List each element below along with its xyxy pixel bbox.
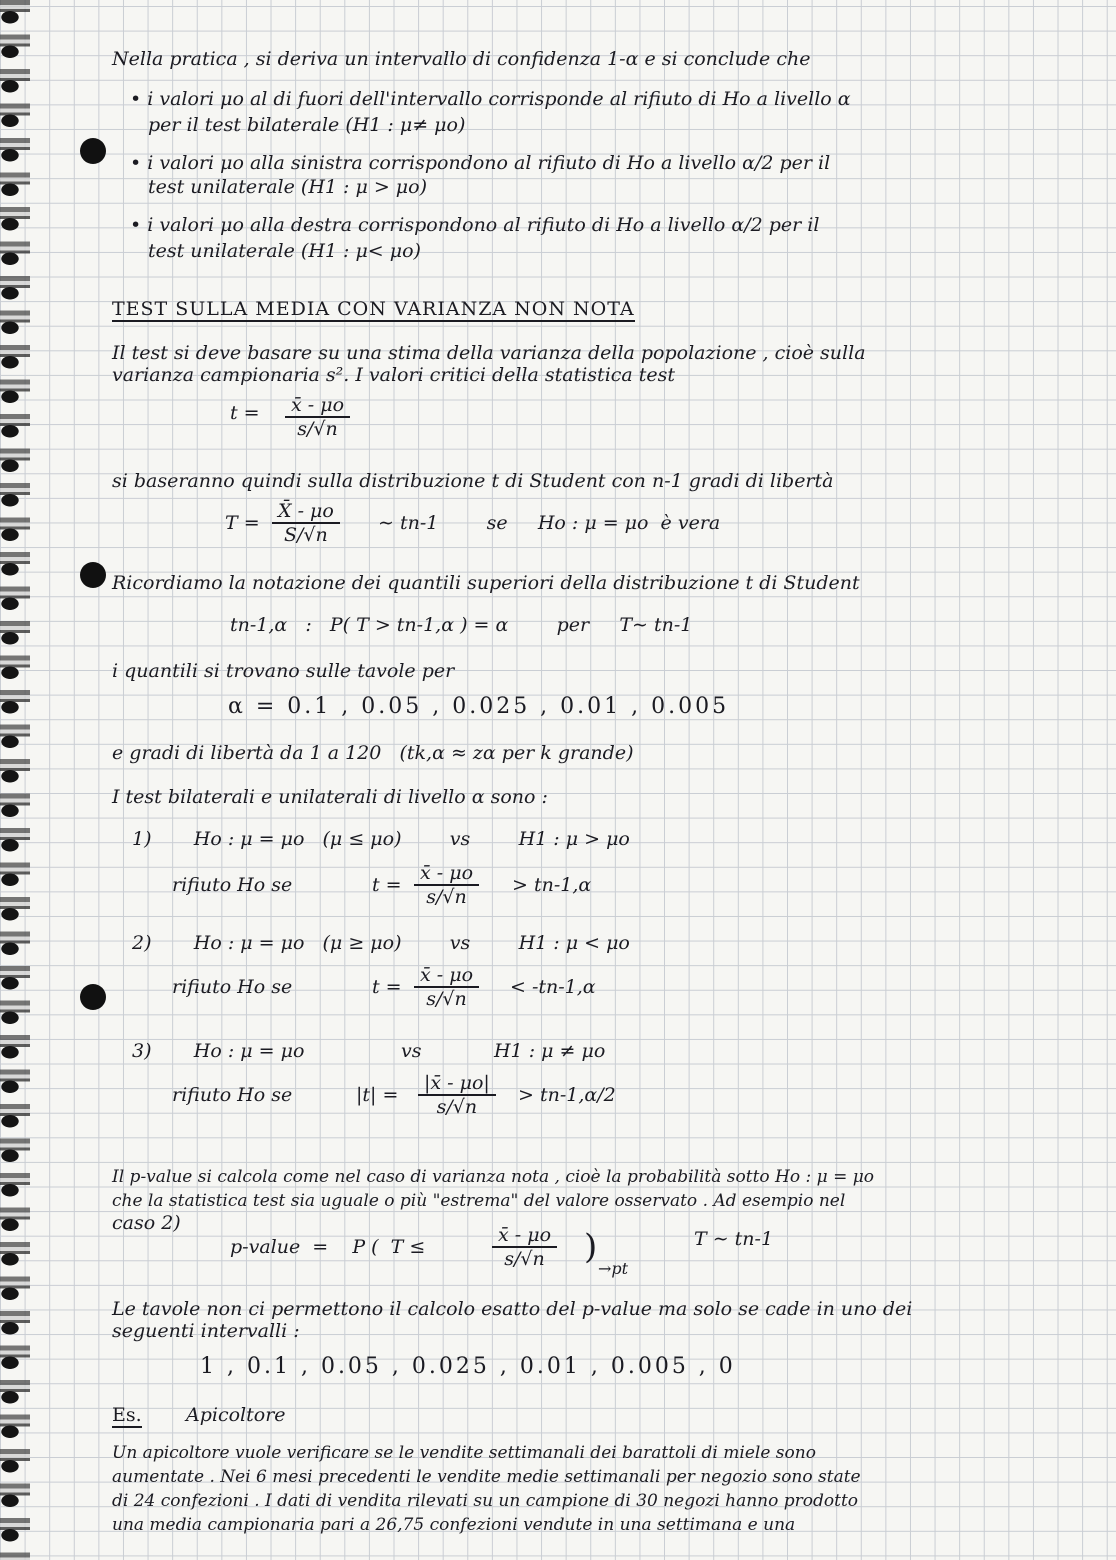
text-line: una media campionaria pari a 26,75 confezioni vendute in una settimana e una — [112, 1515, 796, 1535]
punch-hole — [80, 138, 106, 164]
alpha-values: α = 0.1 , 0.05 , 0.025 , 0.01 , 0.005 — [228, 694, 730, 719]
text-line: Ricordiamo la notazione dei quantili superiori della distribuzione t di Student — [112, 572, 860, 594]
formula: tn-1,α : P( T > tn-1,α ) = α per T∼ tn-1 — [230, 614, 693, 636]
section-heading: TEST SULLA MEDIA CON VARIANZA NON NOTA — [112, 298, 635, 320]
fraction — [272, 500, 340, 546]
fraction-denominator: s/√n — [504, 1248, 545, 1270]
formula-rhs: ∼ tn-1 se Ho : μ = μo è vera — [378, 512, 721, 534]
text-line: caso 2) — [112, 1212, 181, 1234]
fraction-denominator: s/√n — [436, 1096, 478, 1118]
formula-lhs: t = — [230, 402, 260, 424]
text-line: Un apicoltore vuole verificare se le vendite settimanali dei barattoli di miele sono — [112, 1443, 816, 1463]
text-line: I test bilaterali e unilaterali di livello α sono : — [112, 786, 548, 808]
fraction-numerator: x̄ - μo — [492, 1224, 557, 1248]
fraction-numerator: x̄ - μo — [414, 964, 479, 988]
fraction-numerator: x̄ - μo — [414, 862, 479, 886]
text-line: • i valori μo alla destra corrispondono al rifiuto di Ho a livello α/2 per il — [130, 214, 820, 236]
text-line: test unilaterale (H1 : μ > μo) — [148, 176, 428, 198]
punch-hole — [80, 984, 106, 1010]
fraction — [492, 1224, 557, 1270]
fraction-denominator: s/√n — [426, 988, 467, 1010]
formula-rhs: < -tn-1,α — [510, 976, 596, 998]
text-line: Nella pratica , si deriva un intervallo di confidenza 1-α e si conclude che — [112, 48, 811, 70]
text-line: si baseranno quindi sulla distribuzione t di Student con n-1 gradi di libertà — [112, 470, 834, 492]
fraction — [414, 862, 479, 908]
fraction-numerator: X̄ - μo — [272, 500, 340, 524]
fraction-denominator: S/√n — [284, 524, 328, 546]
text-line: Le tavole non ci permettono il calcolo esatto del p-value ma solo se cade in uno dei — [112, 1298, 913, 1320]
case-hypothesis: 2) Ho : μ = μo (μ ≥ μo) vs H1 : μ < μo — [132, 932, 630, 954]
formula-rhs: T ∼ tn-1 — [694, 1228, 774, 1250]
case-reject: rifiuto Ho se — [172, 874, 293, 896]
case-hypothesis: 3) Ho : μ = μo vs H1 : μ ≠ μo — [132, 1040, 606, 1062]
formula-subscript: →pt — [598, 1259, 629, 1278]
case-hypothesis: 1) Ho : μ = μo (μ ≤ μo) vs H1 : μ > μo — [132, 828, 630, 850]
text-line: • i valori μo al di fuori dell'intervallo corrisponde al rifiuto di Ho a livello α — [130, 88, 851, 110]
formula-lhs: t = — [372, 874, 402, 896]
fraction-numerator: x̄ - μo — [285, 394, 350, 418]
text-line: aumentate . Nei 6 mesi precedenti le vendite medie settimanali per negozio sono state — [112, 1467, 861, 1487]
text-line: i quantili si trovano sulle tavole per — [112, 660, 455, 682]
spiral-binding — [0, 0, 54, 1560]
case-reject: rifiuto Ho se — [172, 1084, 293, 1106]
formula-lhs: |t| = — [356, 1084, 399, 1106]
fraction — [285, 394, 350, 440]
formula-rhs: > tn-1,α/2 — [518, 1084, 616, 1106]
case-reject: rifiuto Ho se — [172, 976, 293, 998]
interval-values: 1 , 0.1 , 0.05 , 0.025 , 0.01 , 0.005 , 0 — [200, 1354, 736, 1379]
fraction-denominator: s/√n — [426, 886, 467, 908]
text-line: Il p-value si calcola come nel caso di varianza nota , cioè la probabilità sotto Ho : μ = μo — [112, 1167, 875, 1187]
text-line: seguenti intervalli : — [112, 1320, 300, 1342]
text-line: di 24 confezioni . I dati di vendita rilevati su un campione di 30 negozi hanno prodotto — [112, 1491, 859, 1511]
formula-lhs: p-value = P ( T ≤ — [230, 1236, 426, 1258]
example-title: Apicoltore — [186, 1404, 286, 1426]
formula-rhs: > tn-1,α — [512, 874, 592, 896]
text-line: • i valori μo alla sinistra corrispondono al rifiuto di Ho a livello α/2 per il — [130, 152, 831, 174]
formula-paren: ) — [584, 1227, 598, 1267]
fraction — [414, 964, 479, 1010]
text-line: varianza campionaria s². I valori critici della statistica test — [112, 364, 676, 386]
punch-hole — [80, 562, 106, 588]
formula-lhs: T = — [225, 512, 260, 534]
text-line: test unilaterale (H1 : μ< μo) — [148, 240, 421, 262]
text-line: e gradi di libertà da 1 a 120 (tk,α ≈ zα per k grande) — [112, 742, 634, 764]
fraction-denominator: s/√n — [297, 418, 338, 440]
text-line: che la statistica test sia uguale o più "estrema" del valore osservato . Ad esempio nel — [112, 1191, 846, 1211]
fraction — [418, 1072, 496, 1118]
example-label: Es. — [112, 1404, 142, 1426]
fraction-numerator: |x̄ - μo| — [418, 1072, 496, 1096]
text-line: Il test si deve basare su una stima della varianza della popolazione , cioè sulla — [112, 342, 866, 364]
text-line: per il test bilaterale (H1 : μ≠ μo) — [148, 114, 466, 136]
formula-lhs: t = — [372, 976, 402, 998]
